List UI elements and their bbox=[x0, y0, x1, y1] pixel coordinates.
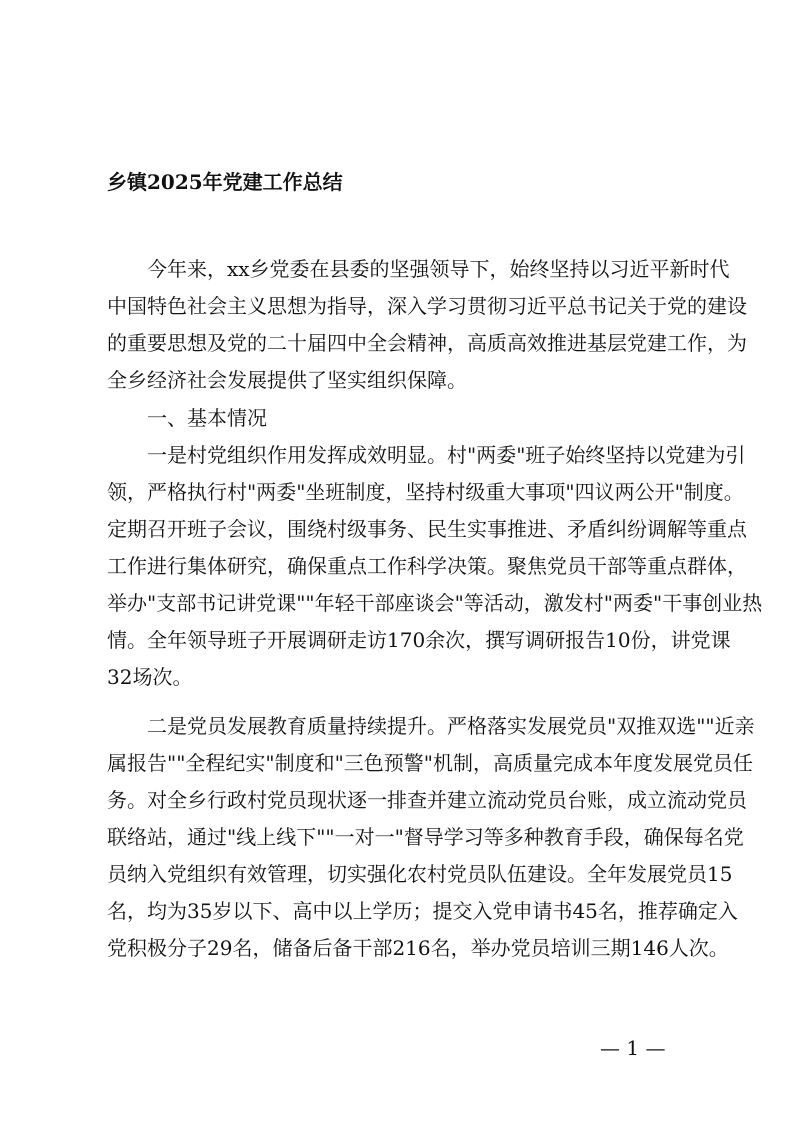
text-line: 工作进行集体研究，确保重点工作科学决策。聚焦党员干部等重点群体， bbox=[107, 554, 747, 578]
text-line: 定期召开班子会议，围绕村级事务、民生实事推进、矛盾纠纷调解等重点 bbox=[107, 517, 747, 541]
text-line: 全乡经济社会发展提供了坚实组织保障。 bbox=[107, 368, 467, 392]
text-line: 属报告""全程纪实"制度和"三色预警"机制，高质量完成本年度发展党员任 bbox=[107, 751, 753, 775]
text-line: 领，严格执行村"两委"坐班制度，坚持村级重大事项"四议两公开"制度。 bbox=[107, 480, 744, 504]
text-line: 名，均为35岁以下、高中以上学历；提交入党申请书45名，推荐确定入 bbox=[107, 899, 738, 923]
text-line: 务。对全乡行政村党员现状逐一排查并建立流动党员台账，成立流动党员 bbox=[107, 788, 747, 812]
text-line: 举办"支部书记讲党课""年轻干部座谈会"等活动，激发村"两委"干事创业热 bbox=[107, 591, 763, 615]
paragraph-2 bbox=[107, 708, 755, 967]
text-line: 二是党员发展教育质量持续提升。严格落实发展党员"双推双选""近亲 bbox=[147, 714, 755, 738]
text-line: 联络站，通过"线上线下""一对一"督导学习等多种教育手段，确保每名党 bbox=[107, 825, 744, 849]
text-line: 员纳入党组织有效管理，切实强化农村党员队伍建设。全年发展党员15 bbox=[107, 862, 733, 886]
text-line: 情。全年领导班子开展调研走访170余次，撰写调研报告10份，讲党课 bbox=[107, 628, 731, 652]
text-line: 32场次。 bbox=[107, 665, 193, 689]
text-line: 今年来，xx乡党委在县委的坚强领导下，始终坚持以习近平新时代 bbox=[147, 257, 730, 281]
text-line: 一是村党组织作用发挥成效明显。村"两委"班子始终坚持以党建为引 bbox=[147, 443, 746, 467]
text-line: 中国特色社会主义思想为指导，深入学习贯彻习近平总书记关于党的建设 bbox=[107, 294, 747, 318]
paragraph-1 bbox=[107, 437, 763, 696]
text-line: 的重要思想及党的二十届四中全会精神，高质高效推进基层党建工作，为 bbox=[107, 331, 747, 355]
document-title: 乡镇2025年党建工作总结 bbox=[107, 170, 343, 194]
text-line: 党积极分子29名，储备后备干部216名，举办党员培训三期146人次。 bbox=[107, 936, 729, 960]
page-number: — 1 — bbox=[600, 1036, 666, 1060]
intro-paragraph bbox=[107, 251, 747, 399]
section-heading: 一、基本情况 bbox=[147, 406, 267, 430]
